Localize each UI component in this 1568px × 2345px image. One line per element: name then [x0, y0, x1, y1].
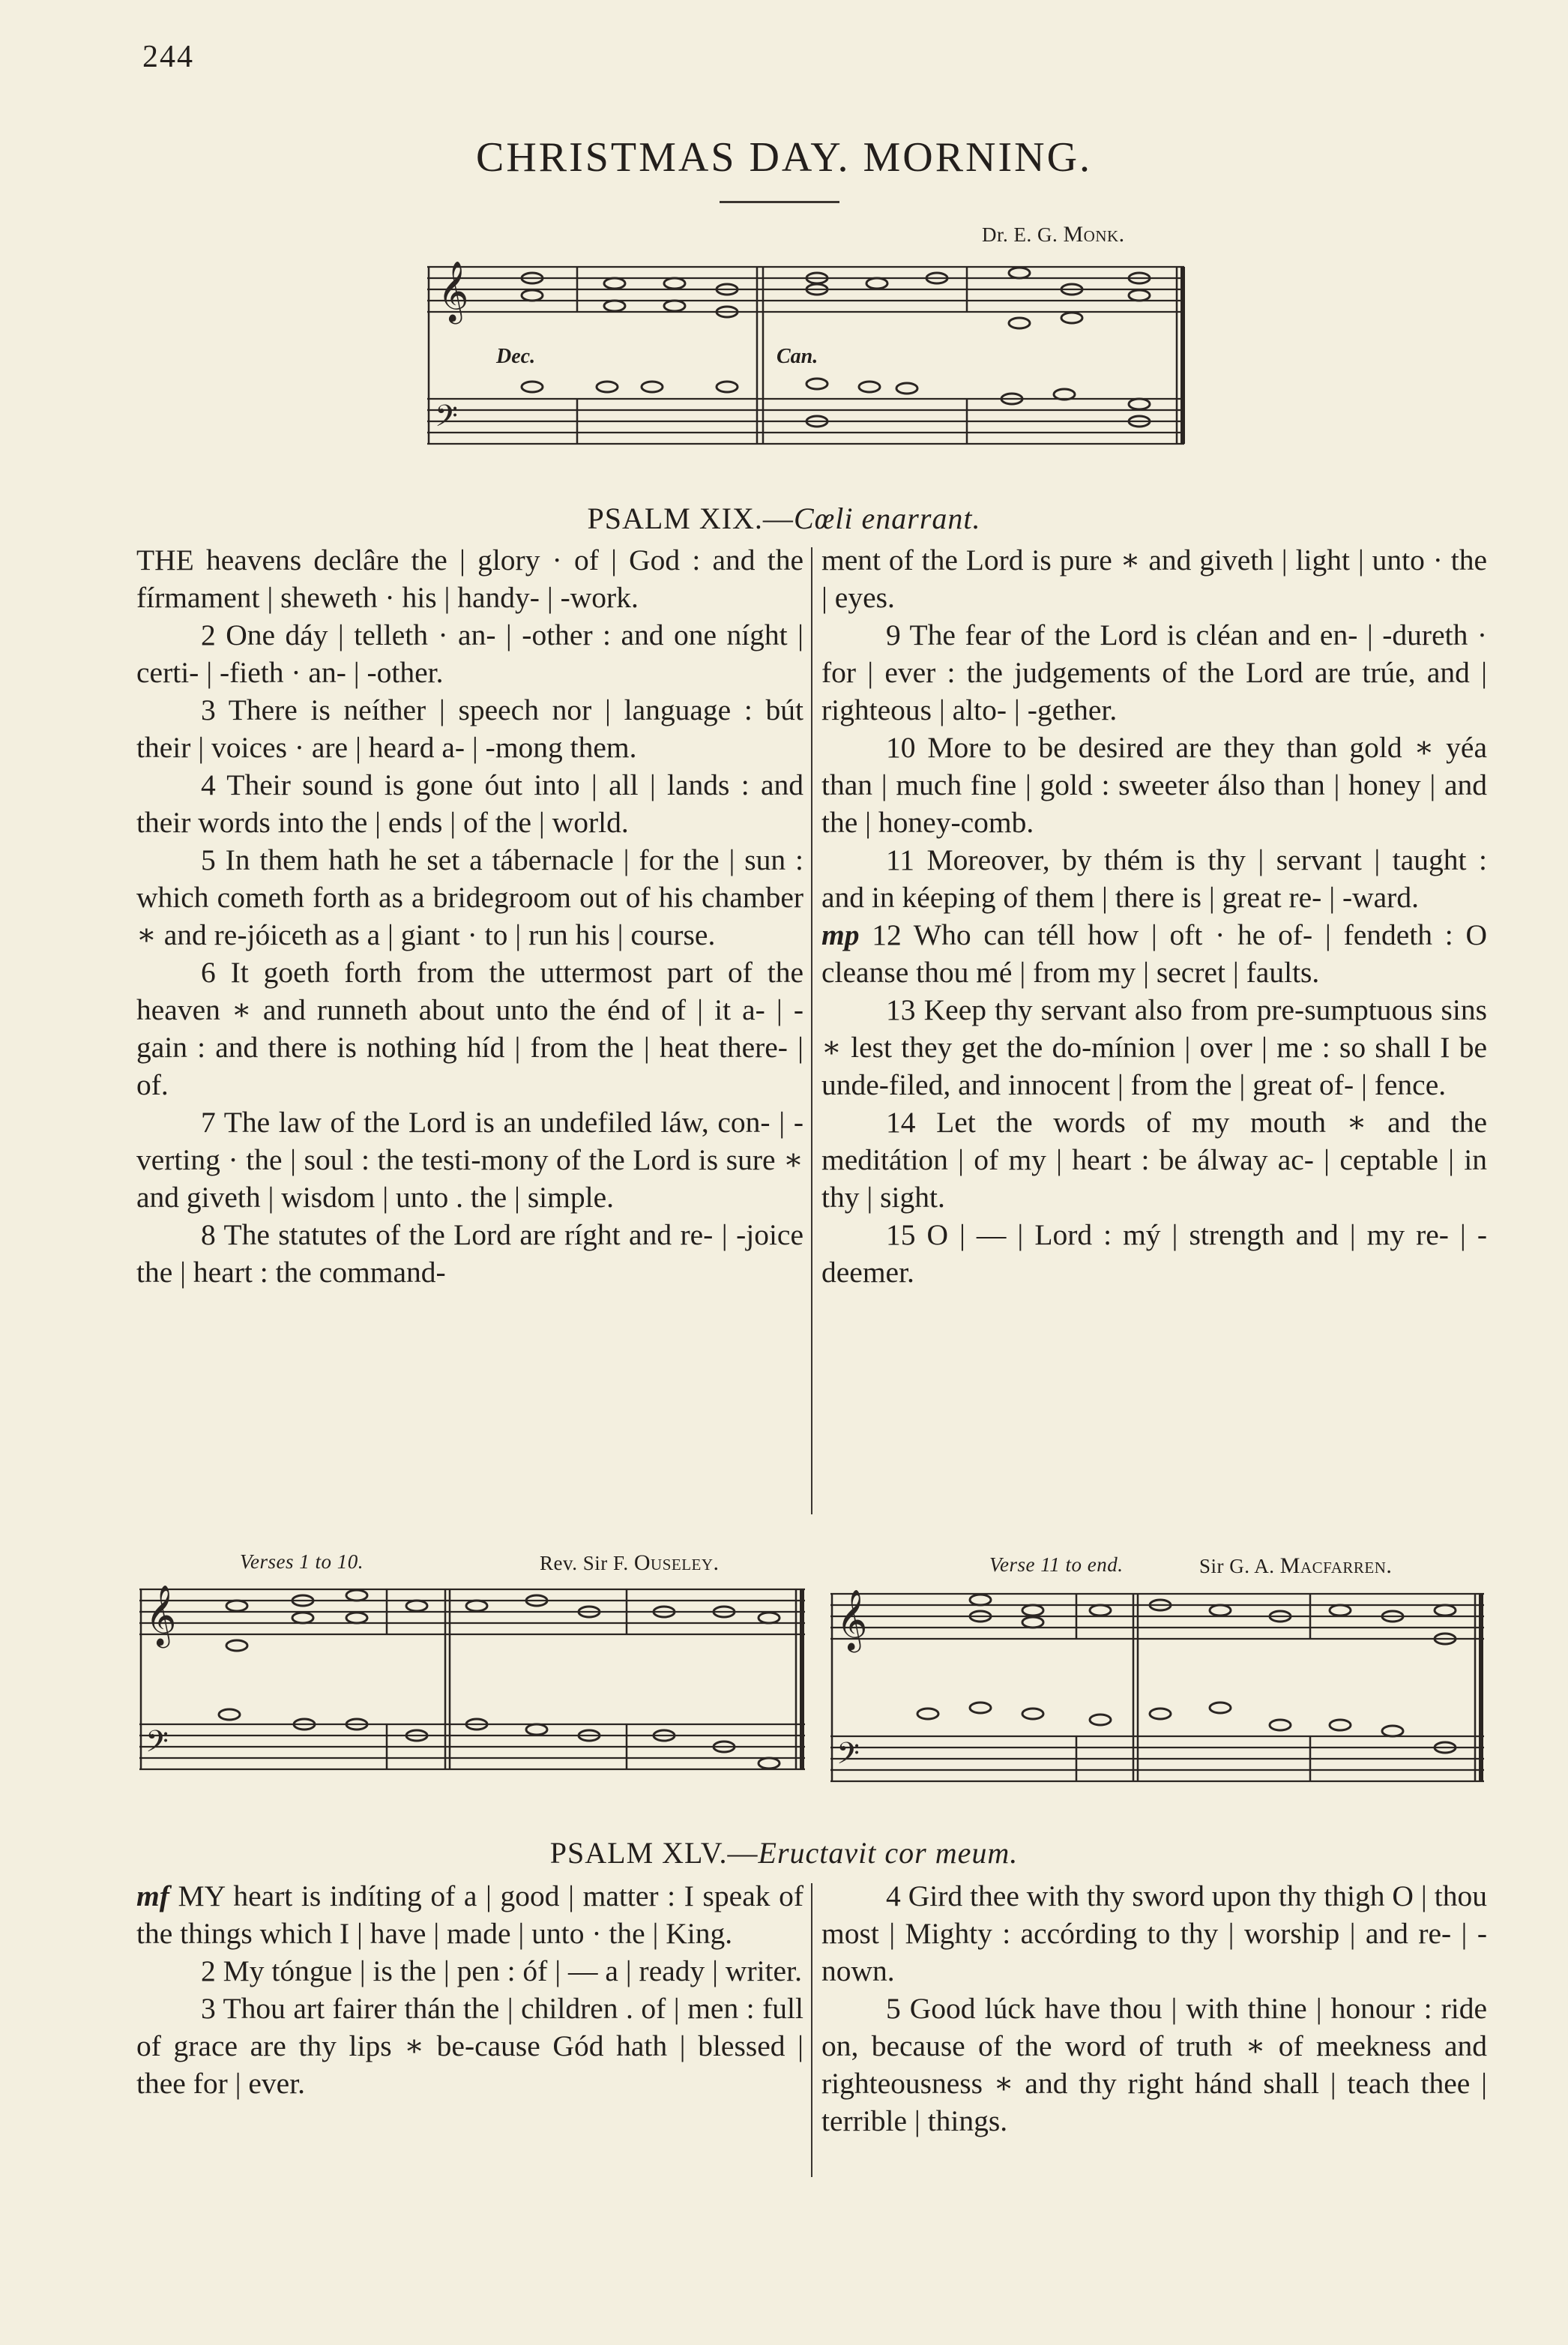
verse: 9 The fear of the Lord is cléan and en- | -dureth · for | ever : the judgements of the Lord are trúe, and | righteous | alto- | -gether.: [821, 618, 1487, 726]
verse: [821, 916, 1487, 991]
chant-score-monk: [427, 252, 1189, 459]
bass-clef-icon: 𝄢: [145, 1726, 169, 1765]
chant2-attribution: [540, 1550, 720, 1576]
psalm45-latin: Eructavit cor meum.: [758, 1836, 1019, 1870]
psalm19-right-column: [821, 541, 1487, 1291]
notes: [917, 1595, 1456, 1753]
verse: 4 Their sound is gone óut into | all | lands : and their words into the | ends | of the | world.: [136, 768, 803, 839]
psalm19-left-column: [136, 541, 803, 1291]
treble-notes: [522, 268, 1150, 328]
bass-clef-icon: 𝄢: [435, 400, 458, 440]
bass-staff: [139, 1724, 805, 1769]
composer-prefix: Rev. Sir F.: [540, 1552, 629, 1574]
bass-clef-icon: 𝄢: [836, 1738, 860, 1777]
treble-clef-icon: 𝄞: [145, 1587, 177, 1645]
chant1-attribution: [982, 222, 1125, 247]
verse: 10 More to be desired are they than gold ∗ yéa than | much fine | gold : sweeter álso than | honey | and the | honey-comb.: [821, 731, 1487, 839]
barlines: [832, 1594, 1481, 1781]
verse: 15 O | — | Lord : mý | strength and | my re- | -deemer.: [821, 1218, 1487, 1289]
psalm45-heading: [0, 1835, 1568, 1870]
treble-clef-icon: 𝄞: [836, 1592, 868, 1649]
chant3-attribution: [1199, 1553, 1392, 1579]
title-rule: [720, 201, 839, 203]
composer-prefix: Dr. E. G.: [982, 223, 1058, 246]
verse: [136, 1877, 803, 1952]
column-divider: [811, 1883, 812, 2177]
verses-label: Verses 1 to 10.: [240, 1550, 364, 1573]
composer-name: Macfarren.: [1279, 1553, 1393, 1578]
verse: 14 Let the words of my mouth ∗ and the meditátion | of my | heart : be álway ac- | ceptable | in thy | sight.: [821, 1106, 1487, 1214]
verse: 6 It goeth forth from the uttermost part of the heaven ∗ and runneth about unto the énd of | it a- | -gain : and there is nothing híd | from the | heat there- | of.: [136, 956, 803, 1101]
dynamic-mark: mf: [136, 1879, 169, 1912]
verse: ment of the Lord is pure ∗ and giveth | light | unto · the | eyes.: [821, 544, 1487, 614]
verse: 5 In them hath he set a tábernacle | for the | sun : which cometh forth as a bridegroom out of his chamber ∗ and re-jóiceth as a | giant · to | run his | course.: [136, 843, 803, 951]
verse-text: MY heart is indíting of a | good | matter : I speak of the things which I | have | made | unto · the | King.: [136, 1879, 804, 1950]
psalm19-number: PSALM XIX.—: [587, 502, 794, 535]
verse: 4 Gird thee with thy sword upon thy thigh O | thou most | Mighty : accórding to thy | worship | and re- | -nown.: [821, 1879, 1487, 1987]
verse-text: 12 Who can téll how | oft · he of- | fendeth : O cleanse thou mé | from my | secret | faults.: [821, 918, 1488, 989]
psalm19-latin: Cœli enarrant.: [793, 502, 981, 535]
psalm45-left-column: [136, 1877, 803, 2102]
dynamic-mark: mp: [821, 918, 860, 951]
verse: 2 One dáy | telleth · an- | -other : and one níght | certi- | -fieth · an- | -other.: [136, 618, 803, 689]
notes: [219, 1590, 780, 1768]
bass-staff: [830, 1736, 1484, 1781]
verse: 8 The statutes of the Lord are ríght and re- | -joice the | heart : the command-: [136, 1218, 803, 1289]
composer-prefix: Sir G. A.: [1199, 1555, 1275, 1577]
can-label: Can.: [777, 345, 818, 368]
page-title: CHRISTMAS DAY. MORNING.: [475, 134, 1093, 181]
chant3-verses: [989, 1553, 1123, 1577]
psalm45-number: PSALM XLV.—: [549, 1836, 759, 1870]
verse: 7 The law of the Lord is an undefiled láw, con- | -verting · the | soul : the testi-mony of the Lord is sure ∗ and giveth | wisdom | unto . the | simple.: [136, 1106, 803, 1214]
dec-label: Dec.: [496, 345, 536, 368]
verse: 5 Good lúck have thou | with thine | honour : ride on, because of the word of truth ∗ of meekness and righteousness ∗ and thy right hánd shall | teach thee | terrible | things.: [821, 1992, 1487, 2137]
verse: 2 My tóngue | is the | pen : óf | — a | ready | writer.: [201, 1954, 802, 1987]
composer-name: Ouseley.: [633, 1550, 720, 1575]
verse: THE heavens declâre the | glory · of | God : and the fírmament | sheweth · his | handy- | -work.: [136, 544, 803, 614]
page-number: 244: [142, 40, 194, 74]
verse: 3 Thou art fairer thán the | children . of | men : full of grace are thy lips ∗ be-cause Gód hath | blessed | thee for | ever.: [136, 1992, 803, 2100]
chant-score-ouseley: [139, 1574, 808, 1786]
chant2-verses: [240, 1550, 364, 1574]
verse: 3 There is neíther | speech nor | language : bút their | voices · are | heard a- | -mong them.: [136, 693, 803, 764]
verses-label: Verse 11 to end.: [989, 1553, 1124, 1576]
treble-clef-icon: 𝄞: [438, 263, 469, 321]
chant-score-macfarren: [830, 1579, 1487, 1796]
barlines: [141, 1589, 802, 1769]
verse: 13 Keep thy servant also from pre-sumptuous sins ∗ lest they get the do-mínion | over | me : so shall I be unde-filed, and innocent | from the | great of- | fence.: [821, 993, 1487, 1101]
composer-name: Monk.: [1063, 222, 1125, 247]
verse: 11 Moreover, by thém is thy | servant | taught : and in kéeping of them | there is | great re- | -ward.: [821, 843, 1487, 914]
psalm19-heading: [0, 501, 1568, 536]
bass-notes: [522, 379, 1150, 427]
column-divider: [811, 547, 812, 1514]
psalm45-right-column: [821, 1877, 1487, 2140]
